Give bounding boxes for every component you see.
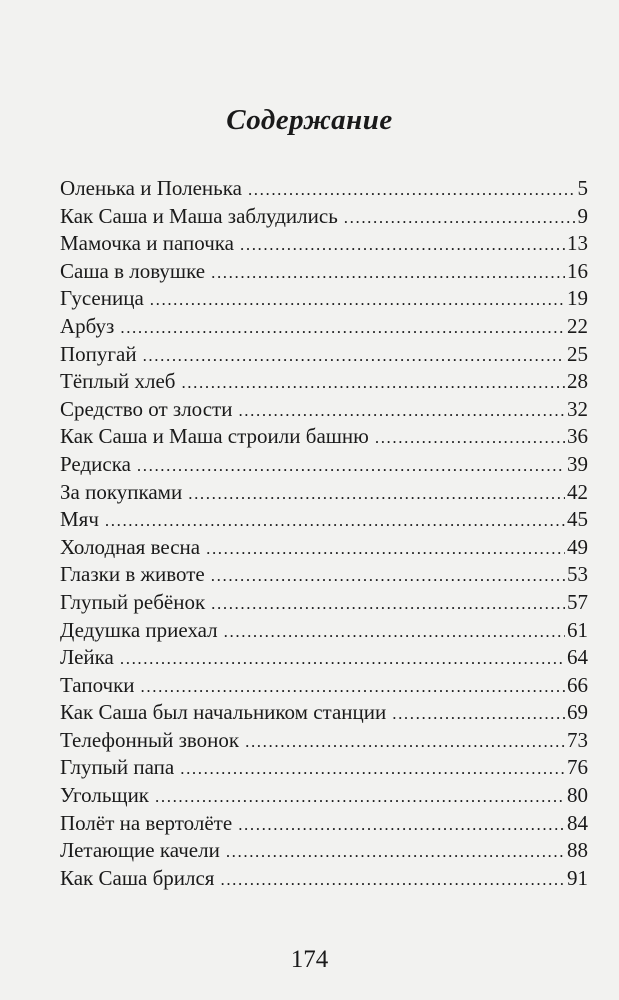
toc-entry-page: 9 bbox=[577, 203, 588, 228]
toc-entry-page: 42 bbox=[567, 479, 588, 504]
toc-entry bbox=[60, 782, 588, 810]
toc-entry-page: 49 bbox=[567, 534, 588, 559]
toc-entry bbox=[60, 727, 588, 755]
toc-entry bbox=[60, 175, 588, 203]
toc-dot-leader bbox=[238, 397, 565, 425]
toc-entry-title: Летающие качели bbox=[60, 838, 220, 863]
toc-entry-title: Полёт на вертолёте bbox=[60, 810, 233, 835]
toc-entry-page: 66 bbox=[567, 672, 588, 697]
toc-entry bbox=[60, 313, 588, 341]
toc-entry-title: Телефонный звонок bbox=[60, 727, 240, 752]
toc-entry bbox=[60, 810, 588, 838]
toc-entry-page: 16 bbox=[567, 258, 588, 283]
toc-entry bbox=[60, 230, 588, 258]
toc-entry bbox=[60, 561, 588, 589]
toc-entry-title: Дедушка приехал bbox=[60, 617, 218, 642]
toc-entry-page: 45 bbox=[567, 507, 588, 532]
toc-entry-page: 64 bbox=[567, 645, 588, 670]
toc-entry bbox=[60, 672, 588, 700]
toc-entry-title: Гусеница bbox=[60, 286, 144, 311]
toc-dot-leader bbox=[375, 424, 565, 452]
toc-dot-leader bbox=[224, 618, 565, 646]
toc-dot-leader bbox=[180, 755, 565, 783]
toc-entry-page: 22 bbox=[567, 313, 588, 338]
toc-dot-leader bbox=[211, 590, 565, 618]
toc-entry bbox=[60, 699, 588, 727]
toc-entry-title: Мамочка и папочка bbox=[60, 231, 234, 256]
toc-entry-page: 13 bbox=[567, 231, 588, 256]
toc-entry bbox=[60, 506, 588, 534]
toc-entry-title: Глупый ребёнок bbox=[60, 589, 206, 614]
table-of-contents bbox=[60, 175, 588, 892]
page-number: 174 bbox=[290, 946, 329, 973]
toc-entry-title: Лейка bbox=[60, 645, 114, 670]
toc-entry bbox=[60, 479, 588, 507]
toc-dot-leader bbox=[245, 728, 565, 756]
toc-entry-page: 73 bbox=[567, 727, 588, 752]
toc-entry-title: Глазки в животе bbox=[60, 562, 205, 587]
toc-dot-leader bbox=[188, 480, 565, 508]
toc-dot-leader bbox=[344, 204, 576, 232]
toc-entry bbox=[60, 341, 588, 369]
toc-dot-leader bbox=[105, 507, 565, 535]
toc-entry-page: 84 bbox=[567, 810, 588, 835]
toc-entry-page: 57 bbox=[567, 589, 588, 614]
toc-dot-leader bbox=[120, 314, 565, 342]
toc-entry bbox=[60, 203, 588, 231]
toc-entry-page: 53 bbox=[567, 562, 588, 587]
toc-entry-title: Как Саша был начальником станции bbox=[60, 700, 387, 725]
toc-dot-leader bbox=[141, 673, 565, 701]
toc-entry-title: Саша в ловушке bbox=[60, 258, 206, 283]
toc-entry-title: Как Саша и Маша заблудились bbox=[60, 203, 338, 228]
page-title: Содержание bbox=[226, 104, 393, 136]
toc-entry-page: 76 bbox=[567, 755, 588, 780]
toc-dot-leader bbox=[137, 452, 565, 480]
toc-entry-title: Оленька и Поленька bbox=[60, 176, 242, 200]
toc-entry-title: Средство от злости bbox=[60, 396, 233, 421]
toc-dot-leader bbox=[120, 645, 565, 673]
toc-entry-page: 61 bbox=[567, 617, 588, 642]
toc-entry bbox=[60, 865, 588, 893]
toc-entry-page: 32 bbox=[567, 396, 588, 421]
toc-entry bbox=[60, 617, 588, 645]
toc-entry-page: 91 bbox=[567, 865, 588, 890]
toc-dot-leader bbox=[181, 369, 565, 397]
toc-entry bbox=[60, 368, 588, 396]
toc-entry-page: 80 bbox=[567, 783, 588, 808]
toc-entry bbox=[60, 258, 588, 286]
toc-entry-title: Тапочки bbox=[60, 672, 135, 697]
toc-entry-title: Как Саша брился bbox=[60, 865, 215, 890]
toc-entry bbox=[60, 451, 588, 479]
toc-entry-page: 28 bbox=[567, 369, 588, 394]
toc-entry bbox=[60, 423, 588, 451]
toc-entry-page: 69 bbox=[567, 700, 588, 725]
toc-dot-leader bbox=[206, 535, 565, 563]
toc-entry-title: Как Саша и Маша строили башню bbox=[60, 424, 369, 449]
toc-entry-title: Попугай bbox=[60, 341, 137, 366]
toc-entry-title: Мяч bbox=[60, 507, 99, 532]
toc-entry bbox=[60, 754, 588, 782]
toc-entry-title: Холодная весна bbox=[60, 534, 201, 559]
toc-entry bbox=[60, 534, 588, 562]
toc-entry-title: Тёплый хлеб bbox=[60, 369, 176, 394]
toc-entry-title: Арбуз bbox=[60, 313, 115, 338]
toc-dot-leader bbox=[220, 866, 565, 894]
toc-dot-leader bbox=[143, 342, 565, 370]
toc-entry-page: 5 bbox=[577, 176, 588, 200]
toc-dot-leader bbox=[240, 231, 565, 259]
toc-entry-title: Глупый папа bbox=[60, 755, 175, 780]
toc-entry-page: 36 bbox=[567, 424, 588, 449]
toc-entry-page: 88 bbox=[567, 838, 588, 863]
toc-dot-leader bbox=[211, 562, 565, 590]
toc-entry bbox=[60, 644, 588, 672]
toc-entry-page: 25 bbox=[567, 341, 588, 366]
toc-dot-leader bbox=[211, 259, 565, 287]
toc-dot-leader bbox=[238, 811, 565, 839]
toc-entry-title: Угольщик bbox=[60, 783, 150, 808]
toc-entry-page: 19 bbox=[567, 286, 588, 311]
toc-dot-leader bbox=[248, 176, 576, 204]
toc-dot-leader bbox=[150, 286, 565, 314]
toc-entry bbox=[60, 837, 588, 865]
toc-entry bbox=[60, 285, 588, 313]
toc-entry-title: Редиска bbox=[60, 451, 131, 476]
toc-entry bbox=[60, 589, 588, 617]
toc-dot-leader bbox=[392, 700, 565, 728]
toc-entry bbox=[60, 396, 588, 424]
toc-dot-leader bbox=[155, 783, 565, 811]
toc-entry-page: 39 bbox=[567, 451, 588, 476]
toc-dot-leader bbox=[226, 838, 565, 866]
toc-entry-title: За покупками bbox=[60, 479, 183, 504]
